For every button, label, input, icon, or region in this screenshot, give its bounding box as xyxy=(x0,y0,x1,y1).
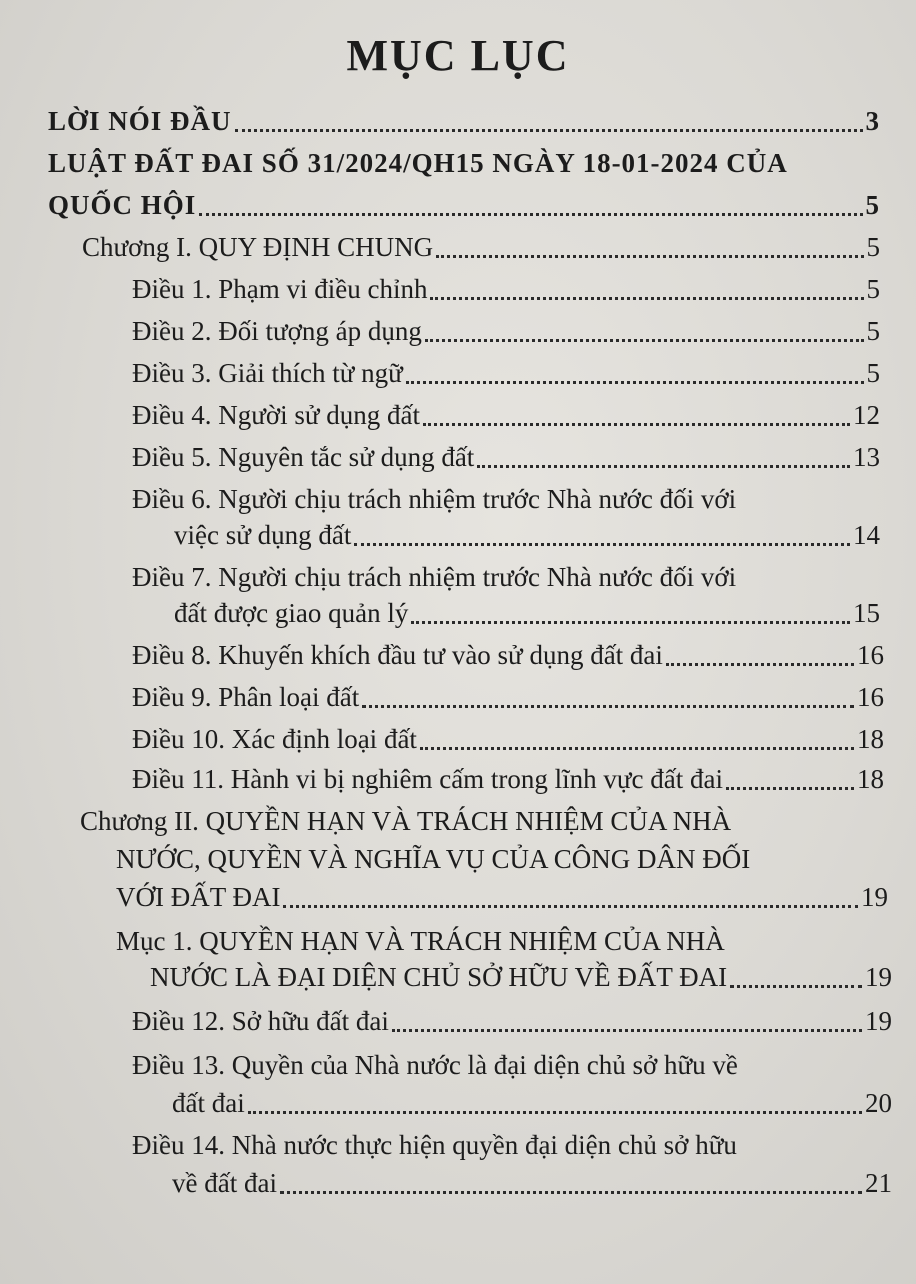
toc-entry-text: NƯỚC, QUYỀN VÀ NGHĨA VỤ CỦA CÔNG DÂN ĐỐI xyxy=(116,844,751,874)
dot-leader xyxy=(248,1111,862,1114)
toc-entry-text: VỚI ĐẤT ĐAI xyxy=(116,882,281,912)
toc-line xyxy=(174,514,880,556)
dot-leader xyxy=(730,985,862,988)
toc-page-number: 5 xyxy=(865,190,880,220)
toc-page-number: 21 xyxy=(865,1168,892,1198)
toc-page-number: 3 xyxy=(865,106,880,136)
toc-line xyxy=(132,758,884,800)
toc-line xyxy=(172,1162,892,1204)
toc-entry-text: Điều 6. Người chịu trách nhiệm trước Nhà nước đối với xyxy=(132,484,737,514)
dot-leader xyxy=(406,381,864,384)
dot-leader xyxy=(235,129,863,132)
dot-leader xyxy=(425,339,864,342)
toc-entry-text: LỜI NÓI ĐẦU xyxy=(48,106,232,136)
dot-leader xyxy=(354,543,850,546)
toc-page-number: 19 xyxy=(865,1006,892,1036)
toc-entry-text: Mục 1. QUYỀN HẠN VÀ TRÁCH NHIỆM CỦA NHÀ xyxy=(116,926,725,956)
toc-line xyxy=(150,956,892,998)
toc-entry-text: về đất đai xyxy=(172,1168,277,1198)
toc-line xyxy=(80,800,888,842)
toc-page-number: 18 xyxy=(857,764,884,794)
toc-page-number: 16 xyxy=(857,640,884,670)
dot-leader xyxy=(726,787,854,790)
toc-entry-text: Chương I. QUY ĐỊNH CHUNG xyxy=(82,232,434,262)
toc-entry-text: Điều 2. Đối tượng áp dụng xyxy=(132,316,422,346)
toc-line xyxy=(82,226,880,268)
toc-entry-text: Điều 13. Quyền của Nhà nước là đại diện chủ sở hữu về xyxy=(132,1050,738,1080)
dot-leader xyxy=(420,747,854,750)
toc-entry-text: Điều 5. Nguyên tắc sử dụng đất xyxy=(132,442,475,472)
toc-line xyxy=(174,592,880,634)
toc-entry-text: NƯỚC LÀ ĐẠI DIỆN CHỦ SỞ HỮU VỀ ĐẤT ĐAI xyxy=(150,962,728,992)
toc-entry-text: đất được giao quản lý xyxy=(174,598,409,628)
dot-leader xyxy=(666,663,854,666)
toc-page-number: 14 xyxy=(853,520,880,550)
toc-page-number: 5 xyxy=(866,232,880,262)
toc-line xyxy=(132,310,880,352)
toc-line xyxy=(132,436,880,478)
toc-line xyxy=(132,394,880,436)
toc-entry-text: Điều 11. Hành vi bị nghiêm cấm trong lĩnh vực đất đai xyxy=(132,764,724,794)
toc-page-number: 13 xyxy=(853,442,880,472)
dot-leader xyxy=(283,905,858,908)
dot-leader xyxy=(436,255,863,258)
toc-line xyxy=(132,268,880,310)
toc-entry-text: Điều 9. Phân loại đất xyxy=(132,682,360,712)
toc-page-number: 20 xyxy=(865,1088,892,1118)
toc-line xyxy=(48,100,880,142)
toc-entry-text: Điều 10. Xác định loại đất xyxy=(132,724,417,754)
toc-line xyxy=(116,838,888,880)
toc-page-number: 19 xyxy=(861,882,888,912)
toc-line xyxy=(132,634,884,676)
dot-leader xyxy=(280,1191,862,1194)
dot-leader xyxy=(477,465,850,468)
toc-line xyxy=(116,876,888,918)
dot-leader xyxy=(392,1029,862,1032)
toc-entry-text: Điều 8. Khuyến khích đầu tư vào sử dụng đất đai xyxy=(132,640,663,670)
toc-line xyxy=(132,1124,892,1166)
toc-entry-text: Điều 7. Người chịu trách nhiệm trước Nhà nước đối với xyxy=(132,562,737,592)
toc-entry-text: việc sử dụng đất xyxy=(174,520,352,550)
toc-page-number: 18 xyxy=(857,724,884,754)
toc-page-number: 5 xyxy=(866,274,880,304)
toc-page-number: 5 xyxy=(866,358,880,388)
toc-line xyxy=(132,1000,892,1042)
dot-leader xyxy=(423,423,850,426)
toc-page-number: 12 xyxy=(853,400,880,430)
toc-page-number: 5 xyxy=(866,316,880,346)
toc-entry-text: Điều 3. Giải thích từ ngữ xyxy=(132,358,403,388)
toc-page-number: 19 xyxy=(865,962,892,992)
toc-entry-text: Điều 4. Người sử dụng đất xyxy=(132,400,421,430)
toc-line xyxy=(132,718,884,760)
toc-line xyxy=(132,352,880,394)
toc-line xyxy=(132,676,884,718)
toc-line xyxy=(172,1082,892,1124)
toc-line xyxy=(132,1044,892,1086)
toc-page-number: 16 xyxy=(857,682,884,712)
toc-entry-text: đất đai xyxy=(172,1088,245,1118)
toc-entry-text: Điều 12. Sở hữu đất đai xyxy=(132,1006,389,1036)
toc-entry-text: QUỐC HỘI xyxy=(48,190,197,220)
toc-line xyxy=(48,184,880,226)
toc-entry-text: LUẬT ĐẤT ĐAI SỐ 31/2024/QH15 NGÀY 18-01-2024 CỦA xyxy=(48,148,788,178)
toc-entry-text: Điều 14. Nhà nước thực hiện quyền đại diện chủ sở hữu xyxy=(132,1130,737,1160)
dot-leader xyxy=(411,621,850,624)
toc-entry-text: Chương II. QUYỀN HẠN VÀ TRÁCH NHIỆM CỦA NHÀ xyxy=(80,806,732,836)
dot-leader xyxy=(199,213,862,216)
dot-leader xyxy=(362,705,854,708)
toc-entry-text: Điều 1. Phạm vi điều chỉnh xyxy=(132,274,428,304)
toc-line xyxy=(48,142,888,184)
toc-page-number: 15 xyxy=(853,598,880,628)
page-title: MỤC LỤC xyxy=(346,31,570,80)
dot-leader xyxy=(430,297,863,300)
